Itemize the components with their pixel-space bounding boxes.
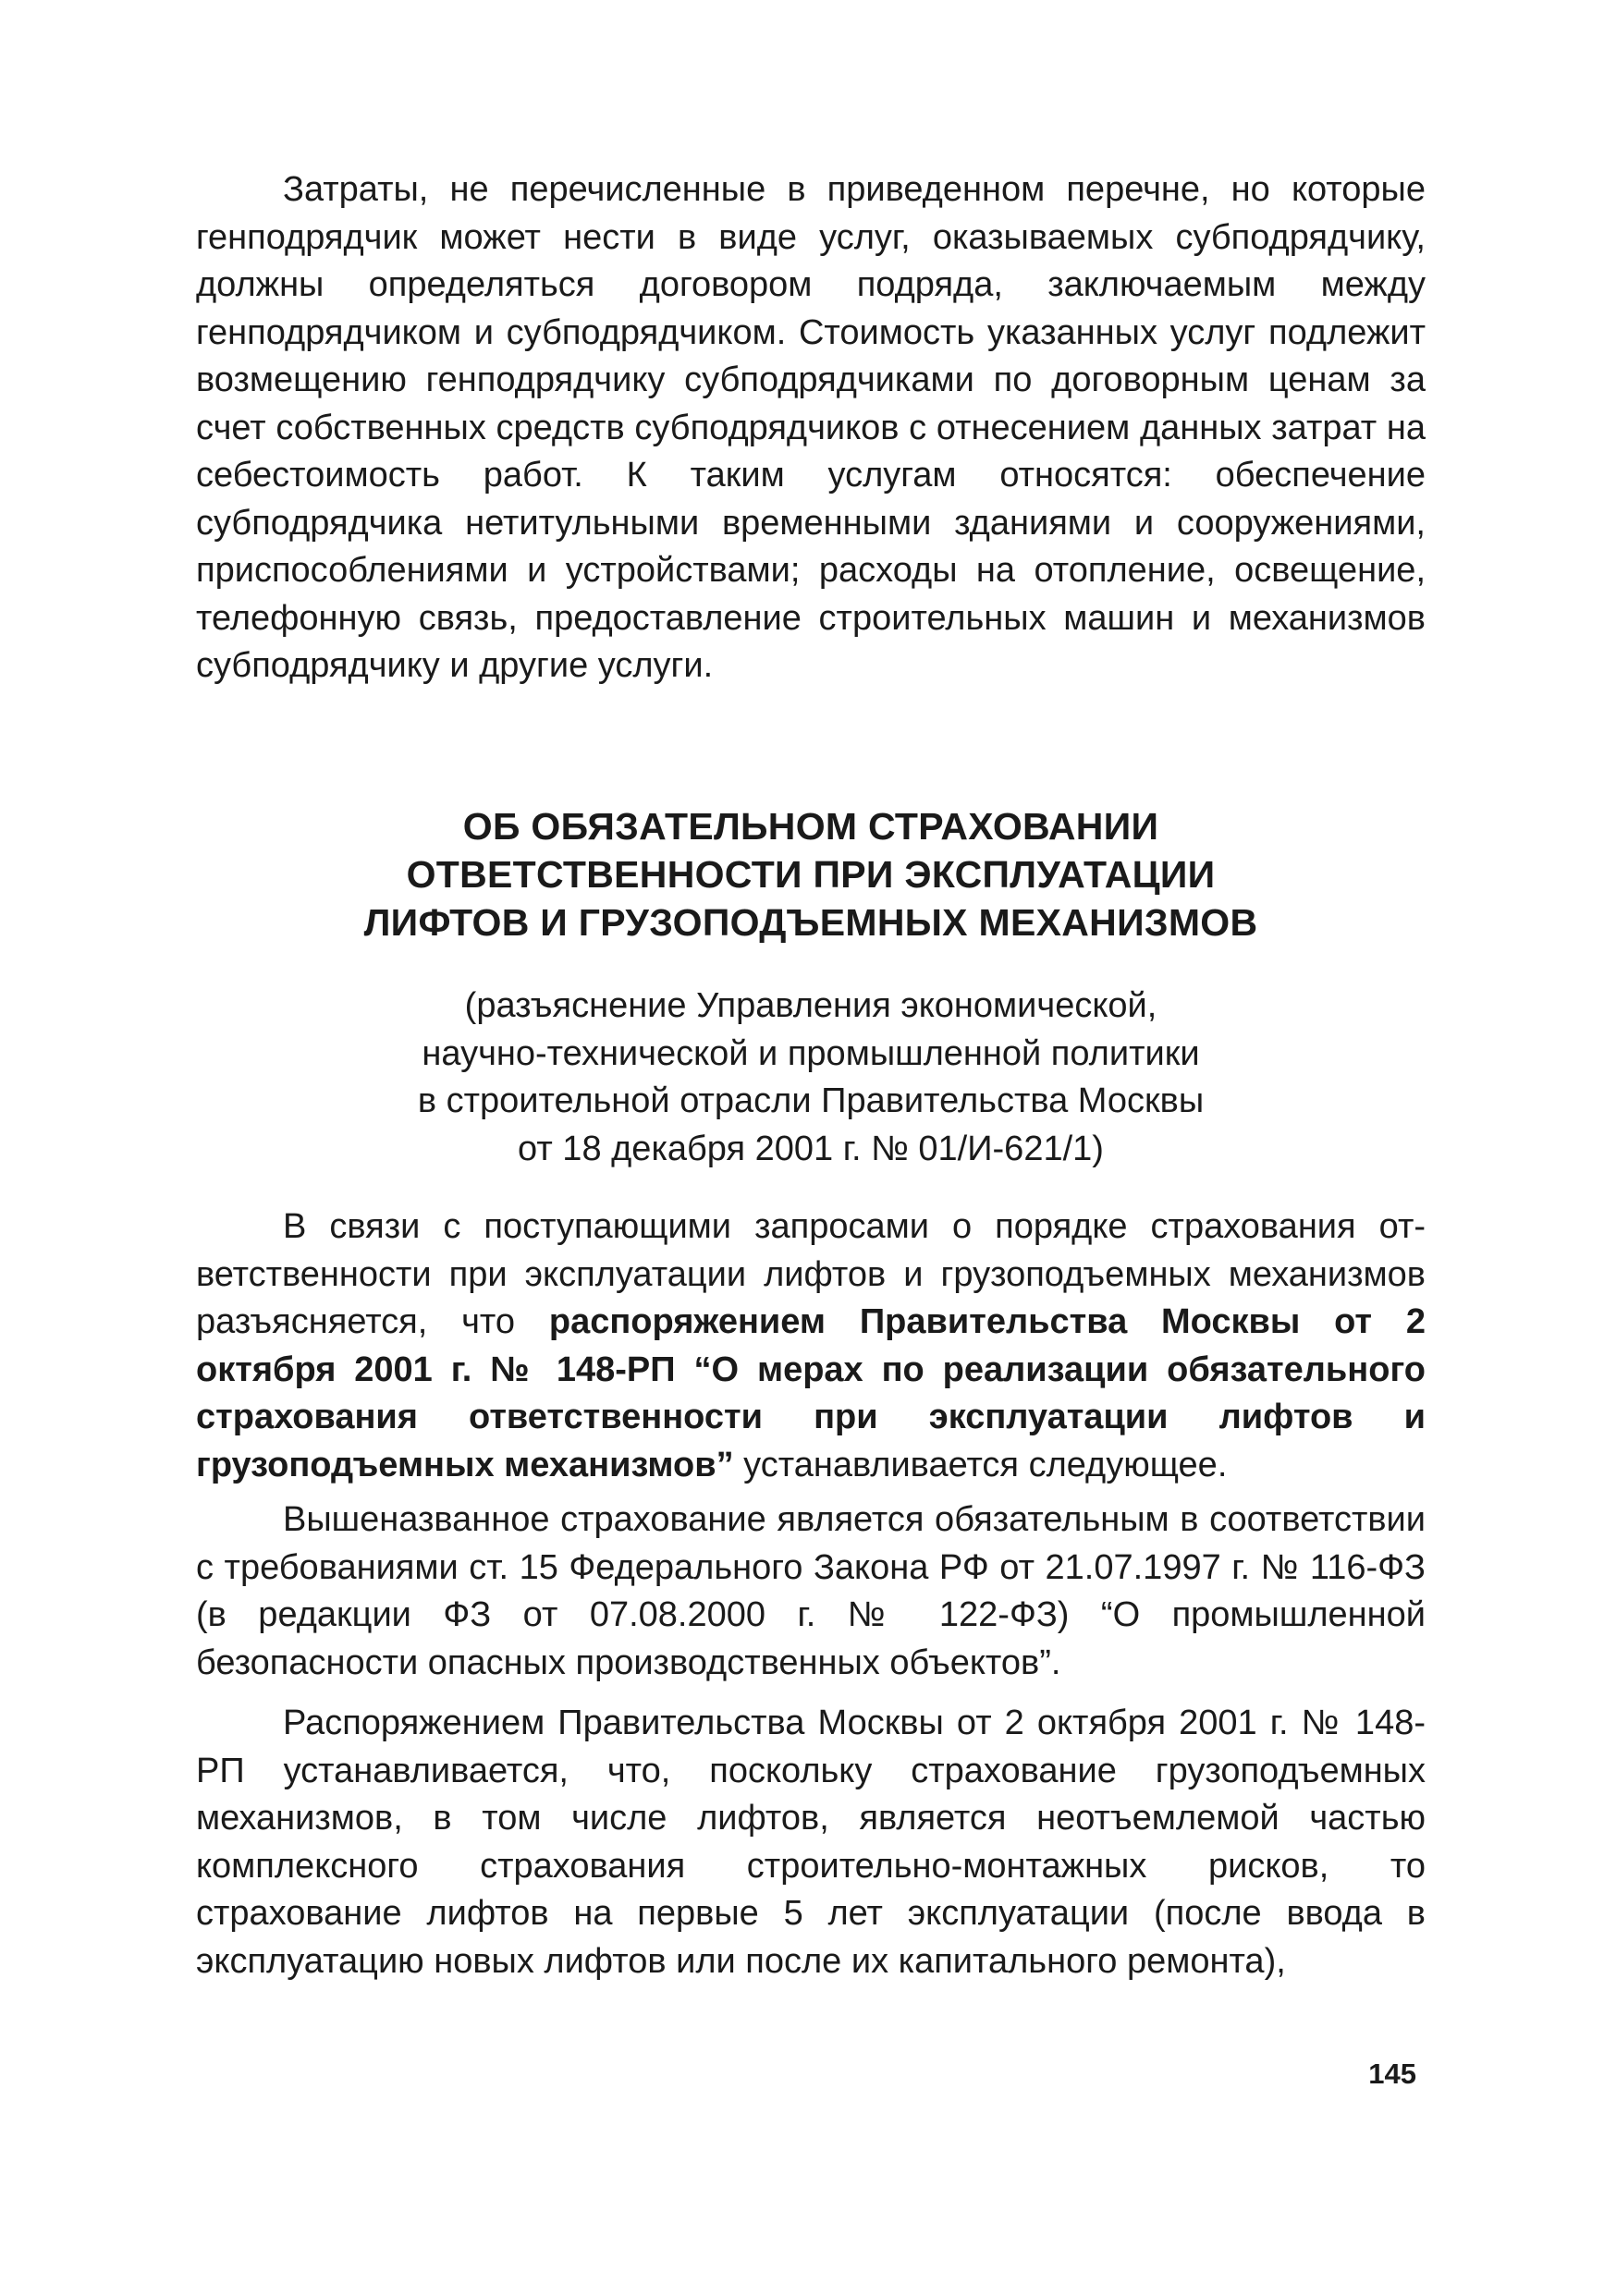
heading-line-1: ОБ ОБЯЗАТЕЛЬНОМ СТРАХОВАНИИ: [462, 805, 1159, 848]
heading-line-3: ЛИФТОВ И ГРУЗОПОДЪЕМНЫХ МЕХАНИЗМОВ: [363, 901, 1258, 944]
order-reference-bold: распоряжением Правительства Москвы от 2 октября 2001 г. № 148-РП “О мерах по реализации обязательного страхования ответственности при эксплуатации лифтов и грузоподъемных механизмов”: [196, 1302, 1426, 1484]
paragraph-inquiries-start: В связи с поступающими запросами о порядке страхования ответственности при эксплуатации лифтов и грузоподъемных механизмов разъясняется, что: [196, 1207, 1426, 1341]
intro-paragraph-block: [196, 166, 1426, 690]
paragraph-mandatory-insurance: Вышеназванное страхование является обязательным в соответствии с требованиями ст. 15 Федерального Закона РФ от 21.07.1997 г. № 116-ФЗ (в редакции ФЗ от 07.08.2000 г. № 122-ФЗ) “О промышленной безопасности опасных производственных объектов”.: [196, 1500, 1426, 1682]
section-heading: [196, 802, 1426, 946]
section-subheading: [196, 983, 1426, 1173]
intro-paragraph: Затраты, не перечисленные в приведенном перечне, но которые генподрядчик может нести в виде услуг, оказываемых субподрядчику, должны определяться договором подряда, заключаемым между генподрядчиком и субподрядчиком. Стоимость указанных услуг подлежит возмещению генподрядчику субподрядчиками по договорным ценам за счет собственных средств субподрядчиков с отнесением данных затрат на себестоимость работ. К таким услугам относятся: обеспечение субподрядчика нетитульными временными зданиями и сооружениями, приспособлениями и устройствами; расходы на отопление, освещение, телефонную связь, предоставление строительных машин и механизмов субподрядчику и другие услуги.: [196, 170, 1426, 685]
main-body: [196, 1203, 1426, 1985]
paragraph-inquiries-end: устанавливается следующее.: [733, 1445, 1228, 1484]
subheading-line-3: в строительной отрасли Правительства Москвы: [417, 1081, 1205, 1120]
heading-line-2: ОТВЕТСТВЕННОСТИ ПРИ ЭКСПЛУАТАЦИИ: [406, 853, 1216, 896]
page-number: 145: [1368, 2058, 1416, 2090]
subheading-line-2: научно-технической и промышленной политики: [422, 1033, 1200, 1073]
paragraph-inquiries: [196, 1203, 1426, 1489]
subheading-line-1: (разъяснение Управления экономической,: [464, 986, 1157, 1025]
paragraph-order-148: Распоряжением Правительства Москвы от 2 октября 2001 г. № 148-РП устанавливается, что, поскольку страхование грузоподъемных механизмов, в том числе лифтов, является неотъемлемой частью комплексного страхования строительно-монтажных рисков, то страхование лифтов на первые 5 лет эксплуатации (после ввода в эксплуатацию новых лифтов или после их капитального ремонта),: [196, 1704, 1426, 1981]
subheading-line-4: от 18 декабря 2001 г. № 01/И-621/1): [518, 1129, 1104, 1168]
